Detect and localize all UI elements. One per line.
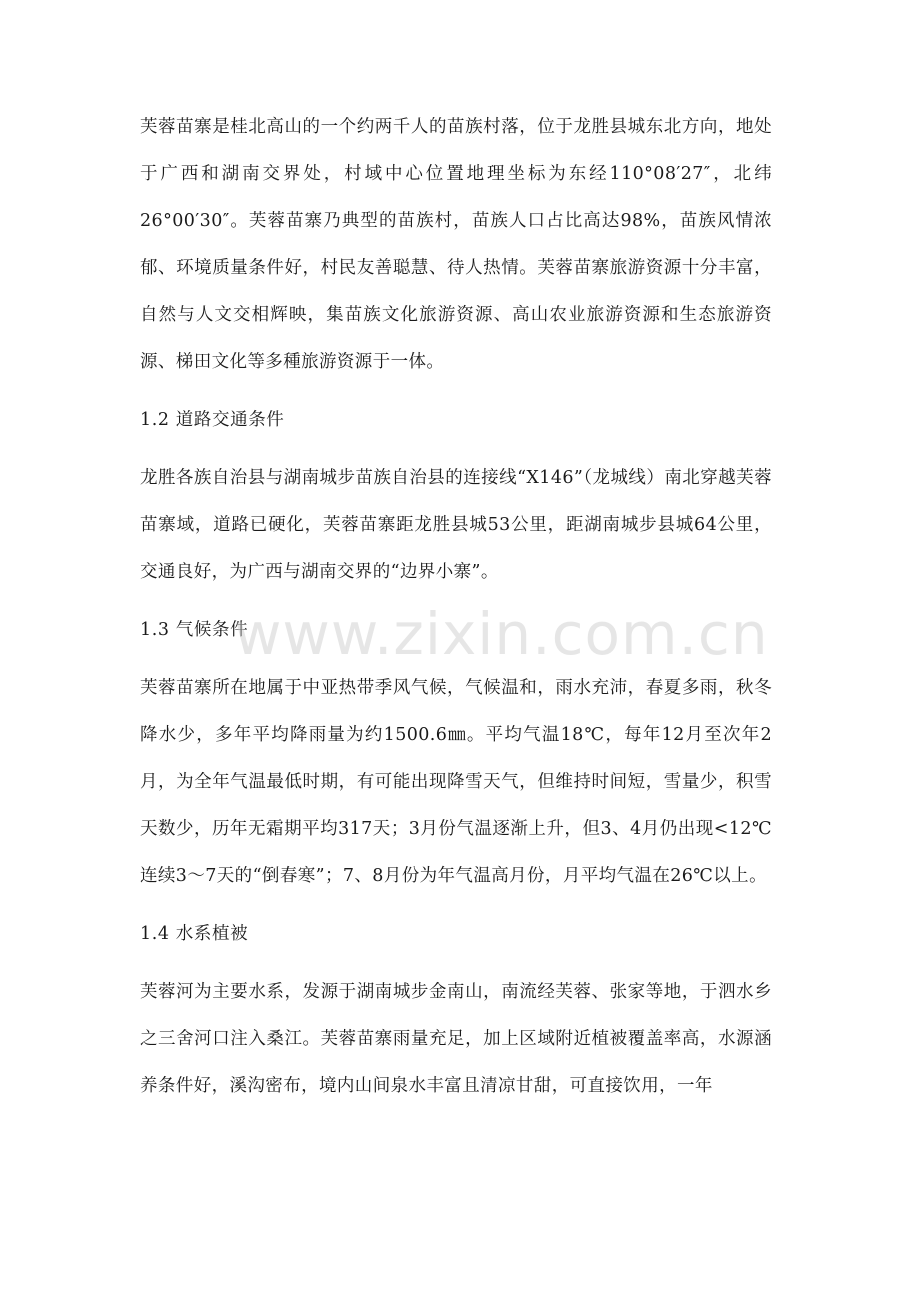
- section-heading-climate: 1.3 气候条件: [140, 620, 249, 640]
- section-heading-water: 1.4 水系植被: [140, 924, 249, 944]
- watermark-text: www.zixin.com.cn: [234, 600, 769, 668]
- paragraph-intro: 芙蓉苗寨是桂北高山的一个约两千人的苗族村落，位于龙胜县城东北方向，地处于广西和湖南交界处，村域中心位置地理坐标为东经110°08′27″，北纬26°00′30″。芙蓉苗寨乃典型的苗族村，苗族人口占比高达98%，苗族风情浓郁、环境质量条件好，村民友善聪慧、待人热情。芙蓉苗寨旅游资源十分丰富，自然与人文交相辉映，集苗族文化旅游资源、高山农业旅游资源和生态旅游资源、梯田文化等多種旅游资源于一体。: [140, 117, 772, 372]
- section-heading-traffic: 1.2 道路交通条件: [140, 410, 285, 430]
- paragraph-traffic: 龙胜各族自治县与湖南城步苗族自治县的连接线“X146”（龙城线）南北穿越芙蓉苗寨域，道路已硬化，芙蓉苗寨距龙胜县城53公里，距湖南城步县城64公里，交通良好，为广西与湖南交界的“边界小寨”。: [140, 468, 772, 582]
- paragraph-water: 芙蓉河为主要水系，发源于湖南城步金南山，南流经芙蓉、张家等地，于泗水乡之三舍河口注入桑江。芙蓉苗寨雨量充足，加上区域附近植被覆盖率高，水源涵养条件好，溪沟密布，境内山间泉水丰富且清凉甘甜，可直接饮用，一年: [140, 982, 772, 1096]
- document-body: [140, 104, 772, 1110]
- paragraph-climate: 芙蓉苗寨所在地属于中亚热带季风气候，气候温和，雨水充沛，春夏多雨，秋冬降水少，多年平均降雨量为约1500.6㎜。平均气温18℃，每年12月至次年2月，为全年气温最低时期，有可能出现降雪天气，但维持时间短，雪量少，积雪天数少，历年无霜期平均317天；3月份气温逐渐上升，但3、4月仍出现<12℃连续3～7天的“倒春寒”；7、8月份为年气温高月份，月平均气温在26℃以上。: [140, 678, 772, 886]
